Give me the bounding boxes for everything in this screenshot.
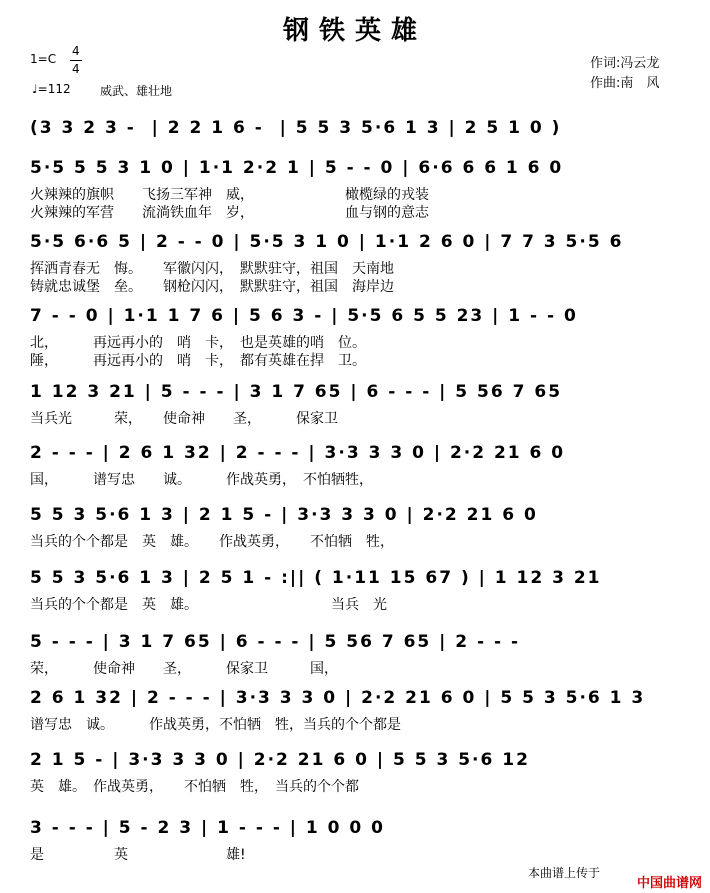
notation-line: 3 - - - | 5 - 2 3 | 1 - - - | 1 0 0 0 <box>30 818 386 838</box>
lyrics-verse-1: 英 雄。 作战英勇， 不怕牺 牲， 当兵的个个都 <box>30 779 359 795</box>
lyrics-verse-1: 火辣辣的旗帜 飞扬三军神 威， 橄榄绿的戎装 <box>30 187 429 203</box>
lyrics-verse-1: 谱写忠 诚。 作战英勇，不怕牺 牲，当兵的个个都是 <box>30 717 401 733</box>
lyrics-verse-1: 是 英 雄! <box>30 847 246 863</box>
notation-line: 5·5 5 5 3 1 0 | 1·1 2·2 1 | 5 - - 0 | 6·6 6 6 1 6 0 <box>30 158 564 178</box>
song-title: 钢铁英雄 <box>282 16 427 46</box>
lyrics-verse-1: 国， 谱写忠 诚。 作战英勇， 不怕牺牲， <box>30 472 373 488</box>
time-signature-top: 4 <box>72 44 80 58</box>
lyrics-verse-1: 挥洒青春无 悔。 军徽闪闪， 默默驻守，祖国 天南地 <box>30 261 394 277</box>
lyrics-verse-1: 北， 再远再小的 哨 卡， 也是英雄的哨 位。 <box>30 335 366 351</box>
lyrics-verse-1: 当兵的个个都是 英 雄。 当兵 光 <box>30 597 387 613</box>
time-signature-line <box>70 60 82 61</box>
time-signature-bottom: 4 <box>72 62 80 76</box>
site-logo: 中国曲谱网 <box>636 876 702 891</box>
lyrics-verse-1: 当兵光 荣， 使命神 圣， 保家卫 <box>30 411 338 427</box>
notation-line: 1 12 3 21 | 5 - - - | 3 1 7 65 | 6 - - - | 5 56 7 65 <box>30 382 563 402</box>
notation-line: 5 5 3 5·6 1 3 | 2 1 5 - | 3·3 3 3 0 | 2·2 21 6 0 <box>30 505 538 525</box>
expression-mark: 威武、雄壮地 <box>100 84 173 98</box>
lyrics-verse-2: 陲， 再远再小的 哨 卡， 都有英雄在捍 卫。 <box>30 353 366 369</box>
lyrics-verse-1: 荣， 使命神 圣， 保家卫 国， <box>30 661 338 677</box>
lyrics-verse-2: 火辣辣的军营 流淌铁血年 岁， 血与钢的意志 <box>30 205 429 221</box>
notation-line: 2 1 5 - | 3·3 3 3 0 | 2·2 21 6 0 | 5 5 3 5·6 12 <box>30 750 530 770</box>
tempo-mark: ♩=112 <box>32 82 71 96</box>
notation-line: 5 - - - | 3 1 7 65 | 6 - - - | 5 56 7 65 | 2 - - - <box>30 632 521 652</box>
notation-line: 2 6 1 32 | 2 - - - | 3·3 3 3 0 | 2·2 21 6 0 | 5 5 3 5·6 1 3 <box>30 688 646 708</box>
notation-line: 5·5 6·6 5 | 2 - - 0 | 5·5 3 1 0 | 1·1 2 6 0 | 7 7 3 5·5 6 <box>30 232 624 252</box>
composer-credit: 作曲:南 风 <box>590 76 660 91</box>
notation-line: 5 5 3 5·6 1 3 | 2 5 1 - :|| ( 1·11 15 67 ) | 1 12 3 21 <box>30 568 602 588</box>
key-signature: 1=C <box>30 52 57 66</box>
notation-line: 2 - - - | 2 6 1 32 | 2 - - - | 3·3 3 3 0 | 2·2 21 6 0 <box>30 443 566 463</box>
notation-line: 7 - - 0 | 1·1 1 7 6 | 5 6 3 - | 5·5 6 5 5 23 | 1 - - 0 <box>30 306 578 326</box>
notation-line: (3 3 2 3 - | 2 2 1 6 - | 5 5 3 5·6 1 3 | 2 5 1 0 ) <box>30 118 562 138</box>
lyrics-verse-2: 铸就忠诚堡 垒。 钢枪闪闪， 默默驻守，祖国 海岸边 <box>30 279 394 295</box>
lyrics-verse-1: 当兵的个个都是 英 雄。 作战英勇， 不怕牺 牲， <box>30 534 394 550</box>
lyricist-credit: 作词:冯云龙 <box>590 56 660 71</box>
upload-footer: 本曲谱上传于 <box>527 866 600 880</box>
